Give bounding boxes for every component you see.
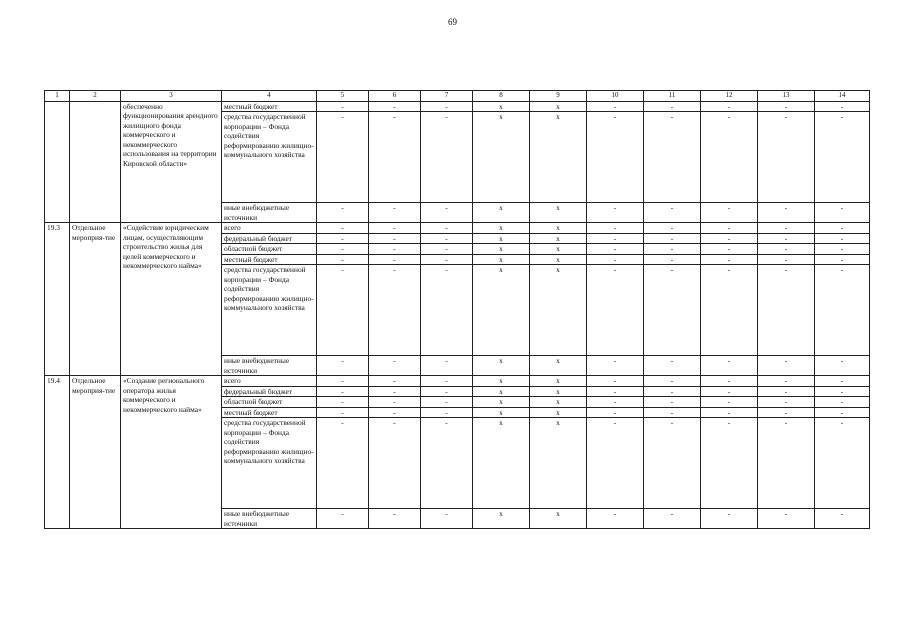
value-cell: x xyxy=(530,509,587,529)
column-header: 4 xyxy=(222,91,317,102)
header-row xyxy=(45,91,870,102)
funding-source: местный бюджет xyxy=(222,101,317,112)
table-row xyxy=(45,223,870,234)
value-cell: - xyxy=(587,203,644,223)
value-cell: - xyxy=(815,112,870,203)
funding-source: местный бюджет xyxy=(222,254,317,265)
value-cell: - xyxy=(701,376,758,387)
value-cell: - xyxy=(317,509,369,529)
value-cell: - xyxy=(369,265,421,356)
value-cell: - xyxy=(587,386,644,397)
value-cell: - xyxy=(369,244,421,255)
value-cell: x xyxy=(473,509,530,529)
row-number: 19.3 xyxy=(45,223,70,376)
value-cell: - xyxy=(369,407,421,418)
value-cell: - xyxy=(317,407,369,418)
value-cell: x xyxy=(473,223,530,234)
value-cell: - xyxy=(421,509,473,529)
value-cell: - xyxy=(815,233,870,244)
value-cell: - xyxy=(701,418,758,509)
value-cell: x xyxy=(530,418,587,509)
value-cell: x xyxy=(530,203,587,223)
page-number: 69 xyxy=(448,17,457,27)
value-cell: x xyxy=(530,407,587,418)
column-header: 10 xyxy=(587,91,644,102)
value-cell: x xyxy=(473,376,530,387)
value-cell: - xyxy=(317,265,369,356)
value-cell: - xyxy=(369,356,421,376)
funding-source: иные внебюджетные источники xyxy=(222,203,317,223)
column-header: 2 xyxy=(70,91,121,102)
value-cell: - xyxy=(758,407,815,418)
value-cell: - xyxy=(369,101,421,112)
value-cell: - xyxy=(644,397,701,408)
value-cell: - xyxy=(701,244,758,255)
value-cell: - xyxy=(369,418,421,509)
value-cell: - xyxy=(587,356,644,376)
value-cell: - xyxy=(421,223,473,234)
value-cell: - xyxy=(815,223,870,234)
value-cell: - xyxy=(758,397,815,408)
event-type: Отдельное мероприя-тие xyxy=(70,376,121,529)
value-cell: - xyxy=(587,265,644,356)
value-cell: - xyxy=(815,244,870,255)
value-cell: - xyxy=(644,254,701,265)
funding-source: средства государственной корпорации – Фонда содействия реформированию жилищно-коммунального хозяйства xyxy=(222,265,317,356)
value-cell: - xyxy=(421,397,473,408)
value-cell: x xyxy=(473,233,530,244)
funding-source: областной бюджет xyxy=(222,244,317,255)
value-cell: - xyxy=(644,203,701,223)
funding-source: средства государственной корпорации – Фонда содействия реформированию жилищно-коммунального хозяйства xyxy=(222,112,317,203)
row-number: 19.4 xyxy=(45,376,70,529)
value-cell: - xyxy=(587,254,644,265)
value-cell: x xyxy=(530,386,587,397)
value-cell: - xyxy=(644,112,701,203)
funding-source: федеральный бюджет xyxy=(222,233,317,244)
value-cell: - xyxy=(369,509,421,529)
value-cell: - xyxy=(758,223,815,234)
value-cell: - xyxy=(317,244,369,255)
value-cell: - xyxy=(644,509,701,529)
value-cell: - xyxy=(421,418,473,509)
value-cell: - xyxy=(815,397,870,408)
value-cell: - xyxy=(701,223,758,234)
column-header: 1 xyxy=(45,91,70,102)
value-cell: - xyxy=(758,376,815,387)
value-cell: - xyxy=(317,233,369,244)
column-header: 7 xyxy=(421,91,473,102)
value-cell: - xyxy=(644,356,701,376)
value-cell: - xyxy=(317,386,369,397)
value-cell: - xyxy=(758,203,815,223)
value-cell: - xyxy=(369,233,421,244)
value-cell: - xyxy=(644,407,701,418)
value-cell: - xyxy=(701,397,758,408)
value-cell: - xyxy=(758,101,815,112)
value-cell: - xyxy=(815,407,870,418)
event-type: Отдельное мероприя-тие xyxy=(70,223,121,376)
value-cell: - xyxy=(421,376,473,387)
value-cell: x xyxy=(473,397,530,408)
value-cell: - xyxy=(644,386,701,397)
value-cell: x xyxy=(530,112,587,203)
column-header: 8 xyxy=(473,91,530,102)
funding-source: всего xyxy=(222,223,317,234)
value-cell: x xyxy=(473,407,530,418)
value-cell: - xyxy=(701,509,758,529)
value-cell: - xyxy=(644,244,701,255)
value-cell: x xyxy=(473,112,530,203)
value-cell: x xyxy=(473,386,530,397)
value-cell: x xyxy=(530,244,587,255)
value-cell: - xyxy=(587,376,644,387)
value-cell: x xyxy=(473,254,530,265)
value-cell: - xyxy=(421,265,473,356)
value-cell: - xyxy=(317,223,369,234)
funding-source: местный бюджет xyxy=(222,407,317,418)
funding-source: иные внебюджетные источники xyxy=(222,509,317,529)
value-cell: - xyxy=(317,356,369,376)
value-cell: - xyxy=(317,254,369,265)
value-cell: - xyxy=(758,356,815,376)
value-cell: - xyxy=(644,265,701,356)
value-cell: - xyxy=(701,233,758,244)
table-body xyxy=(45,91,870,529)
value-cell: x xyxy=(530,233,587,244)
column-header: 5 xyxy=(317,91,369,102)
value-cell: - xyxy=(815,418,870,509)
funding-source: областной бюджет xyxy=(222,397,317,408)
value-cell: - xyxy=(421,254,473,265)
value-cell: - xyxy=(421,233,473,244)
value-cell: - xyxy=(369,386,421,397)
value-cell: - xyxy=(317,397,369,408)
table-row xyxy=(45,376,870,387)
table-row xyxy=(45,101,870,112)
value-cell: - xyxy=(421,101,473,112)
value-cell: - xyxy=(815,376,870,387)
value-cell: - xyxy=(701,407,758,418)
column-header: 13 xyxy=(758,91,815,102)
column-header: 9 xyxy=(530,91,587,102)
value-cell: - xyxy=(815,386,870,397)
value-cell: - xyxy=(587,509,644,529)
value-cell: - xyxy=(587,244,644,255)
value-cell: - xyxy=(587,233,644,244)
value-cell: x xyxy=(473,203,530,223)
value-cell: - xyxy=(317,418,369,509)
value-cell: - xyxy=(815,356,870,376)
value-cell: - xyxy=(421,386,473,397)
value-cell: - xyxy=(815,203,870,223)
value-cell: - xyxy=(758,509,815,529)
value-cell: - xyxy=(369,223,421,234)
row-number xyxy=(45,101,70,223)
event-name: «Содействие юридическим лицам, осуществляющим строительство жилья для целей коммерческого и некоммерческого найма» xyxy=(121,223,222,376)
value-cell: - xyxy=(701,203,758,223)
event-name: «Создание регионального оператора жилья коммерческого и некоммерческого найма» xyxy=(121,376,222,529)
column-header: 14 xyxy=(815,91,870,102)
value-cell: x xyxy=(530,265,587,356)
event-name: обеспеченно функционирования арендного жилищного фонда коммерческого и некоммерческого использования на территории Кировской области» xyxy=(121,101,222,223)
funding-source: всего xyxy=(222,376,317,387)
value-cell: - xyxy=(701,101,758,112)
value-cell: - xyxy=(644,418,701,509)
value-cell: - xyxy=(758,386,815,397)
value-cell: - xyxy=(701,265,758,356)
value-cell: - xyxy=(421,203,473,223)
value-cell: - xyxy=(815,265,870,356)
value-cell: - xyxy=(815,509,870,529)
value-cell: - xyxy=(644,376,701,387)
value-cell: - xyxy=(758,418,815,509)
value-cell: - xyxy=(815,101,870,112)
value-cell: - xyxy=(369,397,421,408)
value-cell: - xyxy=(587,407,644,418)
value-cell: x xyxy=(530,254,587,265)
value-cell: - xyxy=(701,386,758,397)
column-header: 3 xyxy=(121,91,222,102)
value-cell: - xyxy=(317,203,369,223)
value-cell: x xyxy=(473,265,530,356)
value-cell: - xyxy=(421,112,473,203)
value-cell: - xyxy=(587,112,644,203)
value-cell: x xyxy=(473,356,530,376)
value-cell: - xyxy=(587,397,644,408)
value-cell: x xyxy=(530,397,587,408)
value-cell: x xyxy=(473,244,530,255)
column-header: 6 xyxy=(369,91,421,102)
value-cell: - xyxy=(587,418,644,509)
value-cell: - xyxy=(758,254,815,265)
budget-table xyxy=(44,90,870,529)
value-cell: x xyxy=(473,418,530,509)
value-cell: - xyxy=(758,265,815,356)
value-cell: - xyxy=(587,223,644,234)
value-cell: - xyxy=(758,112,815,203)
funding-source: средства государственной корпорации – Фонда содействия реформированию жилищно-коммунального хозяйства xyxy=(222,418,317,509)
value-cell: - xyxy=(701,356,758,376)
value-cell: - xyxy=(317,376,369,387)
value-cell: - xyxy=(421,407,473,418)
value-cell: x xyxy=(530,356,587,376)
value-cell: - xyxy=(317,112,369,203)
value-cell: - xyxy=(421,244,473,255)
funding-source: федеральный бюджет xyxy=(222,386,317,397)
value-cell: - xyxy=(369,254,421,265)
funding-source: иные внебюджетные источники xyxy=(222,356,317,376)
value-cell: - xyxy=(644,223,701,234)
value-cell: x xyxy=(530,223,587,234)
value-cell: - xyxy=(369,112,421,203)
value-cell: - xyxy=(701,254,758,265)
value-cell: - xyxy=(369,203,421,223)
value-cell: - xyxy=(369,376,421,387)
value-cell: - xyxy=(587,101,644,112)
value-cell: x xyxy=(530,101,587,112)
column-header: 12 xyxy=(701,91,758,102)
value-cell: - xyxy=(758,233,815,244)
value-cell: - xyxy=(644,101,701,112)
value-cell: x xyxy=(530,376,587,387)
event-type xyxy=(70,101,121,223)
value-cell: - xyxy=(815,254,870,265)
column-header: 11 xyxy=(644,91,701,102)
value-cell: - xyxy=(317,101,369,112)
value-cell: - xyxy=(701,112,758,203)
value-cell: - xyxy=(421,356,473,376)
value-cell: - xyxy=(644,233,701,244)
value-cell: - xyxy=(758,244,815,255)
value-cell: x xyxy=(473,101,530,112)
